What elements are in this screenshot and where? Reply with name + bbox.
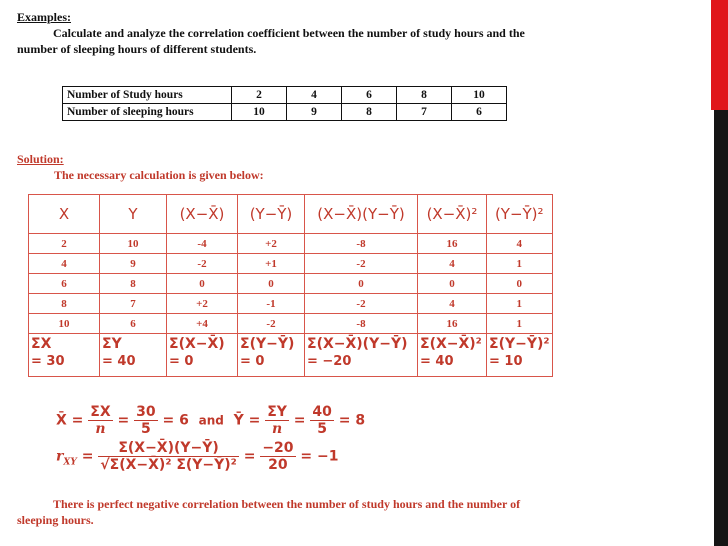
col-header-x-dev-sq: (X−X̄)²: [418, 195, 487, 234]
sum-label: Σ(X−X̄)²: [420, 336, 482, 352]
fraction-denominator: 5: [140, 421, 151, 437]
table-row: [63, 104, 507, 121]
sum-value: = 40: [102, 354, 136, 369]
col-header-product: (X−X̄)(Y−Ȳ): [305, 195, 418, 234]
table-cell: 16: [418, 314, 487, 334]
table-cell: +4: [167, 314, 238, 334]
table-cell: 9: [287, 104, 342, 121]
xbar-lhs: X̄ =: [56, 412, 84, 429]
table-cell: 7: [100, 294, 167, 314]
table-cell: 0: [167, 274, 238, 294]
xbar-result: = 6: [162, 412, 189, 429]
calculation-table: [28, 194, 553, 377]
table-cell: 10: [452, 87, 507, 104]
mean-formula: [56, 404, 365, 437]
table-cell: -8: [305, 314, 418, 334]
col-header-y: Y: [100, 195, 167, 234]
sum-cell: [238, 334, 305, 377]
sum-cell: [100, 334, 167, 377]
sum-cell: [167, 334, 238, 377]
sum-label: Σ(Y−Ȳ)²: [489, 336, 550, 352]
sum-value: = 40: [420, 354, 454, 369]
table-cell: +1: [238, 254, 305, 274]
table-cell: 4: [287, 87, 342, 104]
r-subscript: XY: [63, 457, 77, 468]
sum-cell: [487, 334, 553, 377]
table-cell: 9: [100, 254, 167, 274]
table-cell: 6: [452, 104, 507, 121]
sum-label: Σ(X−X̄)(Y−Ȳ): [307, 336, 408, 352]
table-cell: 16: [418, 234, 487, 254]
sum-label: ΣY: [102, 336, 122, 352]
table-cell: 10: [100, 234, 167, 254]
equals-sign: =: [243, 448, 256, 465]
table-cell: +2: [167, 294, 238, 314]
xbar-fraction: [88, 404, 112, 437]
sum-value: = 0: [169, 354, 194, 369]
table-row: [29, 254, 553, 274]
fraction-numerator: −20: [262, 440, 294, 456]
fraction-numerator: Σ(X−X̄)(Y−Ȳ): [98, 440, 239, 457]
fraction-numerator: ΣY: [267, 404, 287, 420]
table-cell: -2: [305, 294, 418, 314]
conclusion-text: There is perfect negative correlation between the number of study hours and the number of sleeping hours.: [17, 497, 521, 527]
correlation-formula: [56, 440, 338, 473]
r-fraction: [98, 440, 239, 473]
col-header-x-dev: (X−X̄): [167, 195, 238, 234]
sum-row: [29, 334, 553, 377]
r-symbol: r: [56, 448, 64, 465]
solution-intro: The necessary calculation is given below:: [54, 168, 264, 182]
col-header-x: X: [29, 195, 100, 234]
table-cell: 0: [238, 274, 305, 294]
table-row: [29, 314, 553, 334]
table-cell: 8: [397, 87, 452, 104]
fraction-numerator: ΣX: [90, 404, 111, 420]
table-cell: 4: [418, 294, 487, 314]
r-value-fraction: [260, 440, 295, 473]
solution-heading: Solution:: [17, 152, 64, 166]
col-header-y-dev: (Y−Ȳ): [238, 195, 305, 234]
table-cell: 10: [29, 314, 100, 334]
equals-sign: =: [293, 412, 306, 429]
fraction-denominator: n: [271, 421, 283, 437]
table-cell: 0: [305, 274, 418, 294]
table-cell: 8: [342, 104, 397, 121]
row-label: Number of Study hours: [63, 87, 232, 104]
table-cell: -4: [167, 234, 238, 254]
sum-cell: [305, 334, 418, 377]
table-cell: 4: [418, 254, 487, 274]
table-cell: 4: [487, 234, 553, 254]
table-cell: 1: [487, 314, 553, 334]
table-row: [63, 87, 507, 104]
examples-heading: Examples:: [17, 10, 71, 24]
sum-cell: [418, 334, 487, 377]
ybar-result: = 8: [338, 412, 366, 429]
ybar-lhs: Ȳ =: [233, 412, 261, 429]
xbar-value-fraction: [134, 404, 157, 437]
sum-label: Σ(Y−Ȳ): [240, 336, 295, 352]
table-cell: 7: [397, 104, 452, 121]
sum-value: = 0: [240, 354, 265, 369]
fraction-numerator: 40: [312, 404, 332, 420]
table-row: [29, 274, 553, 294]
table-cell: 8: [100, 274, 167, 294]
table-cell: 10: [232, 104, 287, 121]
sum-value: = 10: [489, 354, 523, 369]
sum-label: Σ(X−X̄): [169, 336, 225, 352]
equals-sign: =: [117, 412, 130, 429]
equals-sign: =: [81, 448, 94, 465]
table-cell: 8: [29, 294, 100, 314]
table-cell: 1: [487, 294, 553, 314]
fraction-denominator: n: [95, 421, 106, 437]
header-row: [29, 195, 553, 234]
table-cell: +2: [238, 234, 305, 254]
ybar-fraction: [265, 404, 289, 437]
and-word: and: [198, 413, 224, 428]
col-header-y-dev-sq: (Y−Ȳ)²: [487, 195, 553, 234]
table-cell: -1: [238, 294, 305, 314]
examples-text: Calculate and analyze the correlation coefficient between the number of study hours and the number of sleeping hours of different students.: [17, 26, 525, 56]
sum-value: = −20: [307, 354, 352, 369]
fraction-denominator: 5: [317, 421, 327, 437]
table-cell: 1: [487, 254, 553, 274]
table-cell: 0: [418, 274, 487, 294]
table-cell: -2: [305, 254, 418, 274]
table-cell: 6: [29, 274, 100, 294]
table-cell: 0: [487, 274, 553, 294]
r-result: = −1: [300, 448, 339, 465]
row-label: Number of sleeping hours: [63, 104, 232, 121]
table-cell: 2: [29, 234, 100, 254]
sum-cell: [29, 334, 100, 377]
fraction-numerator: 30: [136, 404, 156, 420]
black-side-bar: [714, 110, 728, 546]
sum-label: ΣX: [31, 336, 52, 352]
sum-value: = 30: [31, 354, 65, 369]
table-cell: -8: [305, 234, 418, 254]
table-cell: -2: [167, 254, 238, 274]
table-row: [29, 234, 553, 254]
table-cell: -2: [238, 314, 305, 334]
table-cell: 4: [29, 254, 100, 274]
ybar-value-fraction: [310, 404, 333, 437]
table-row: [29, 294, 553, 314]
fraction-denominator: √Σ(X−X̄)² Σ(Y−Ȳ)²: [100, 457, 237, 473]
red-accent-bar: [711, 0, 728, 110]
data-table: [62, 86, 507, 121]
table-cell: 6: [100, 314, 167, 334]
fraction-denominator: 20: [268, 457, 288, 473]
table-cell: 2: [232, 87, 287, 104]
table-cell: 6: [342, 87, 397, 104]
